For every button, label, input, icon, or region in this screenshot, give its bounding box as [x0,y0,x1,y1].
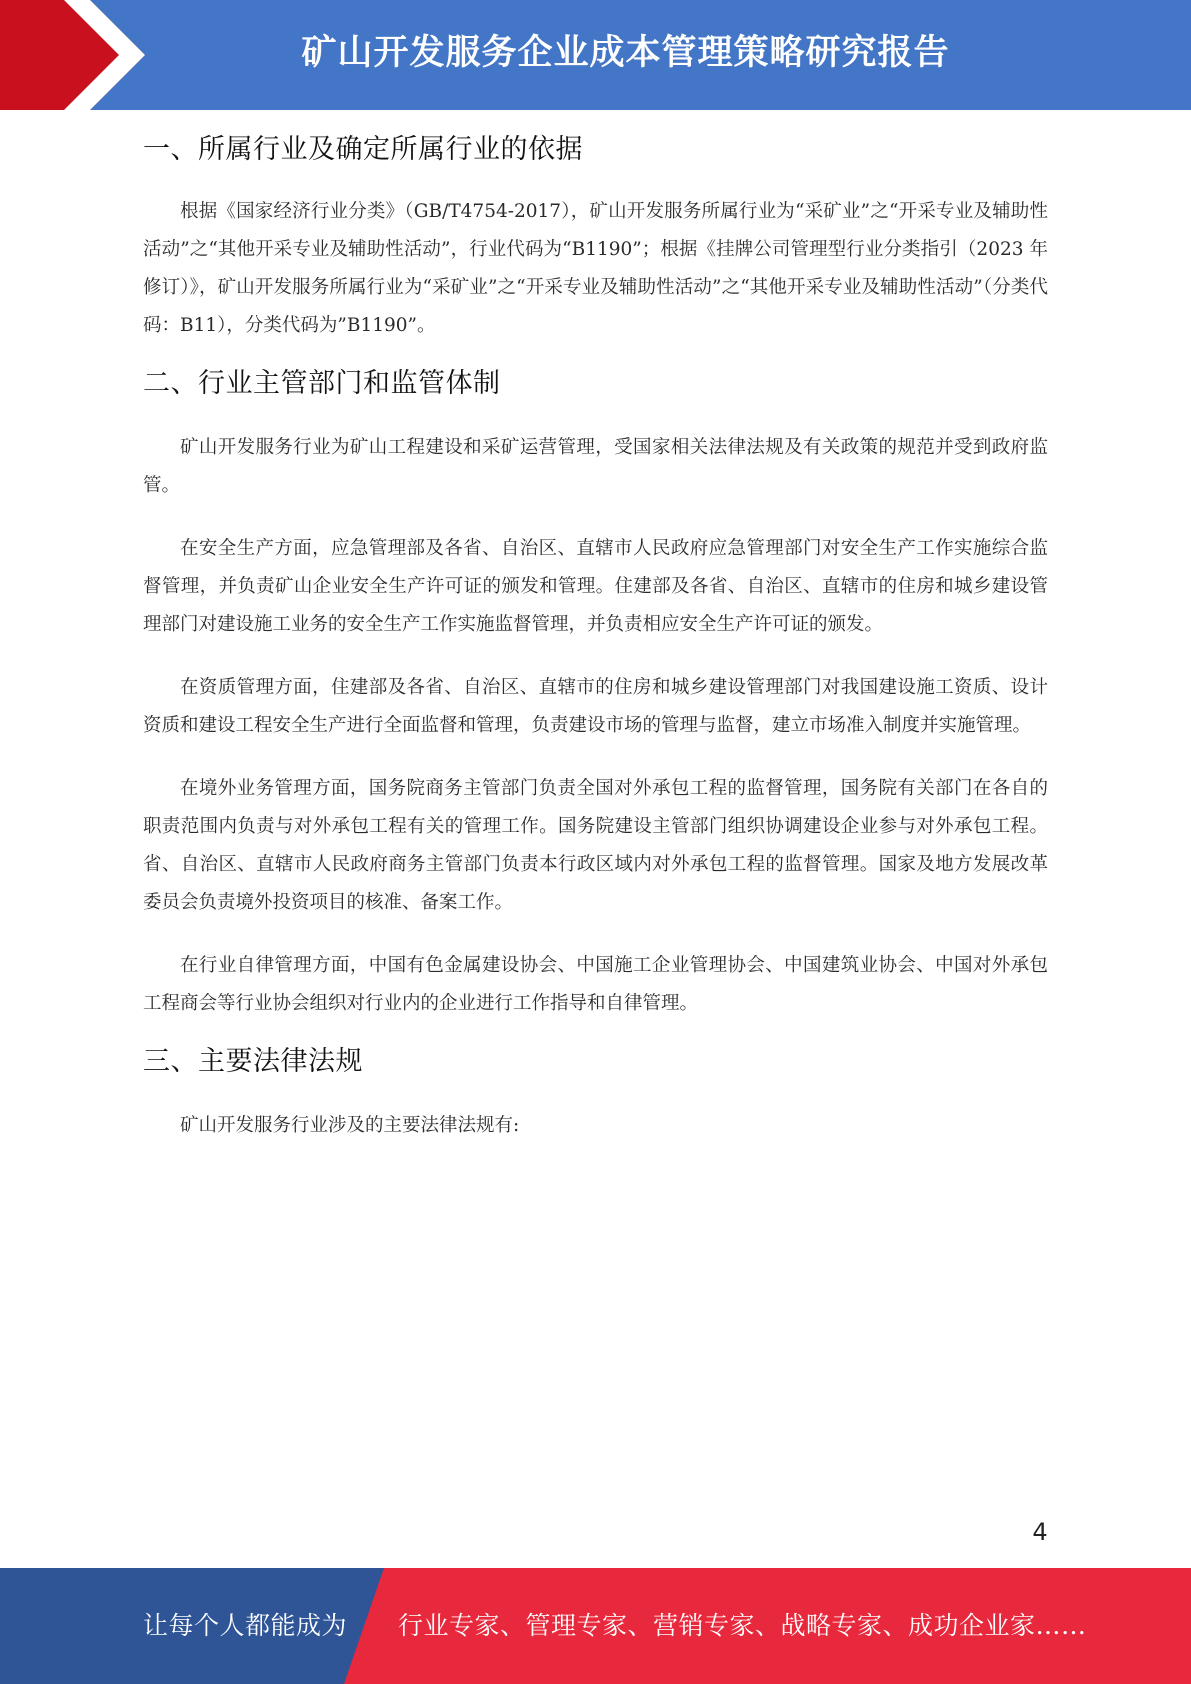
chevron-arrow-icon [0,0,170,110]
report-title: 矿山开发服务企业成本管理策略研究报告 [301,33,950,73]
footer-slogan-left: 让每个人都能成为 [143,1611,348,1640]
paragraph: 根据《国家经济行业分类》（GB/T4754-2017），矿山开发服务所属行业为“采矿业”之“开采专业及辅助性活动”之“其他开采专业及辅助性活动”，行业代码为“B1190”；根据《挂牌公司管理型行业分类指引（2023 年修订）》，矿山开发服务所属行业为“采矿业”之“开采专业及辅助性活动”之“其他开采专业及辅助性活动”（分类代码：B11），分类代码为”B1190”。 [143,201,1048,336]
page-header [0,0,1191,110]
paragraph: 在境外业务管理方面，国务院商务主管部门负责全国对外承包工程的监督管理，国务院有关部门在各自的职责范围内负责与对外承包工程有关的管理工作。国务院建设主管部门组织协调建设企业参与对外承包工程。省、自治区、直辖市人民政府商务主管部门负责本行政区域内对外承包工程的监督管理。国家及地方发展改革委员会负责境外投资项目的核准、备案工作。 [143,778,1048,913]
page-footer [0,1568,1191,1684]
section-heading: 一、所属行业及确定所属行业的依据 [143,134,583,165]
section-heading: 三、主要法律法规 [143,1046,363,1077]
page-number: 4 [1032,1518,1048,1546]
section-heading: 二、行业主管部门和监管体制 [143,368,501,399]
paragraph: 在资质管理方面，住建部及各省、自治区、直辖市的住房和城乡建设管理部门对我国建设施工资质、设计资质和建设工程安全生产进行全面监督和管理，负责建设市场的管理与监督，建立市场准入制度并实施管理。 [143,677,1048,736]
document-body [143,128,1048,1145]
paragraph: 在行业自律管理方面，中国有色金属建设协会、中国施工企业管理协会、中国建筑业协会、中国对外承包工程商会等行业协会组织对行业内的企业进行工作指导和自律管理。 [143,955,1048,1014]
paragraph: 矿山开发服务行业涉及的主要法律法规有: [180,1115,520,1136]
paragraph: 矿山开发服务行业为矿山工程建设和采矿运营管理，受国家相关法律法规及有关政策的规范并受到政府监管。 [143,437,1048,496]
footer-slogan-right: 行业专家、管理专家、营销专家、战略专家、成功企业家…… [398,1611,1087,1640]
paragraph: 在安全生产方面，应急管理部及各省、自治区、直辖市人民政府应急管理部门对安全生产工作实施综合监督管理，并负责矿山企业安全生产许可证的颁发和管理。住建部及各省、自治区、直辖市的住房和城乡建设管理部门对建设施工业务的安全生产工作实施监督管理，并负责相应安全生产许可证的颁发。 [143,538,1048,635]
